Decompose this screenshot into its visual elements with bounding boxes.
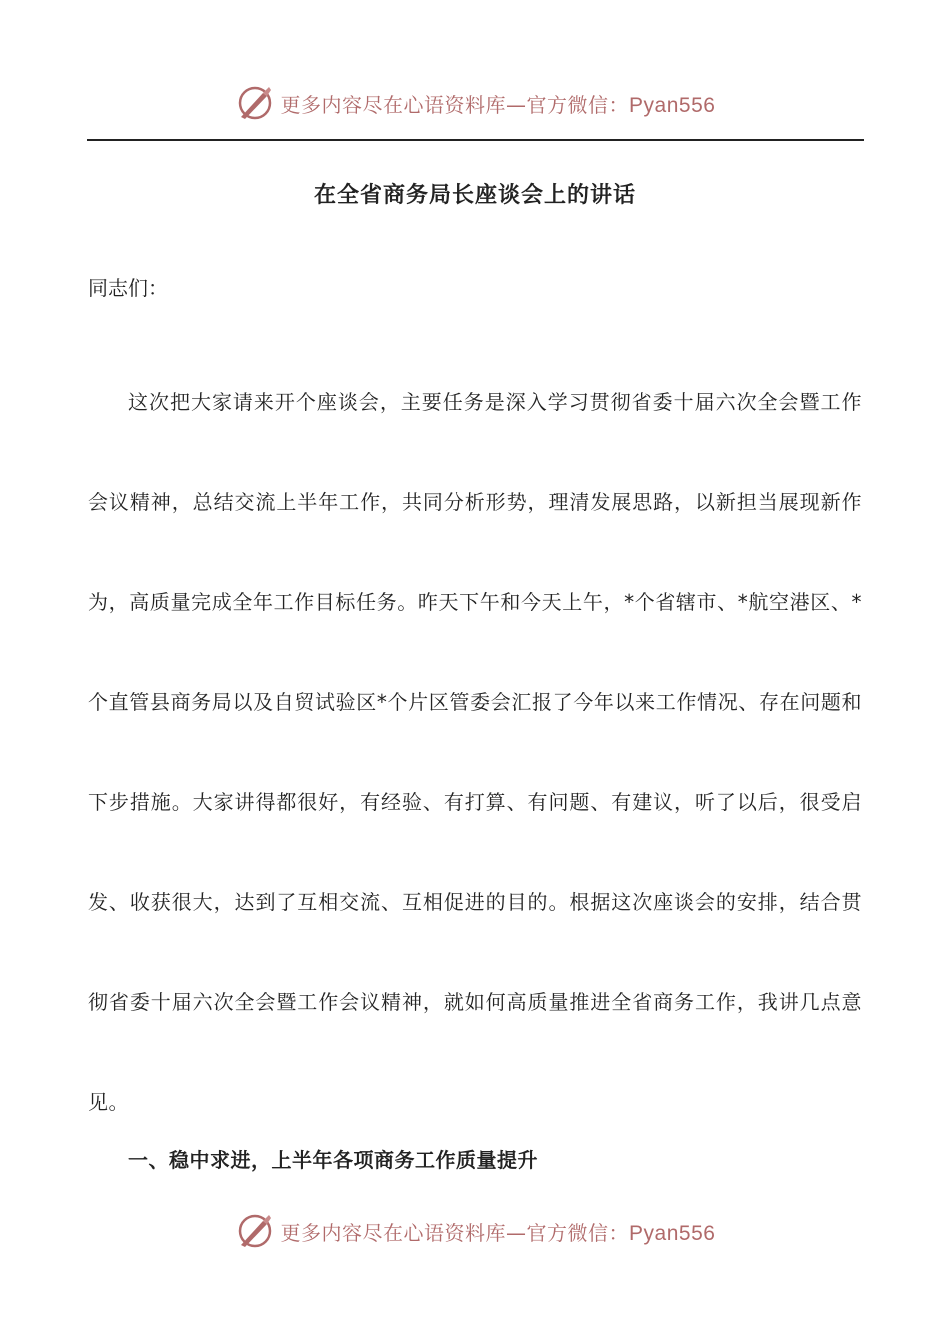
pen-circle-logo-icon (235, 83, 275, 123)
footer-wechat-id: Pyan556 (629, 1221, 716, 1245)
header-banner (0, 78, 950, 128)
footer-banner-text: 更多内容尽在心语资料库—官方微信：Pyan556 (280, 1220, 716, 1245)
header-banner-text: 更多内容尽在心语资料库—官方微信：Pyan556 (280, 92, 716, 117)
document-title: 在全省商务局长座谈会上的讲话 (313, 183, 636, 208)
section-heading: 一、稳中求进，上半年各项商务工作质量提升 (128, 1148, 538, 1172)
pen-circle-logo-icon (235, 1211, 275, 1251)
header-divider (87, 139, 864, 141)
body-paragraph: 这次把大家请来开个座谈会，主要任务是深入学习贯彻省委十届六次全会暨工作会议精神，总结交流上半年工作，共同分析形势，理清发展思路，以新担当展现新作为，高质量完成全年工作目标任务。昨天下午和今天上午，*个省辖市、*航空港区、*个直管县商务局以及自贸试验区*个片区管委会汇报了今年以来工作情况、存在问题和下步措施。大家讲得都很好，有经验、有打算、有问题、有建议，听了以后，很受启发、收获很大，达到了互相交流、互相促进的目的。根据这次座谈会的安排，结合贯彻省委十届六次全会暨工作会议精神，就如何高质量推进全省商务工作，我讲几点意见。 (88, 390, 862, 1114)
footer-banner (0, 1206, 950, 1256)
header-wechat-id: Pyan556 (629, 93, 716, 117)
salutation: 同志们： (88, 276, 168, 300)
